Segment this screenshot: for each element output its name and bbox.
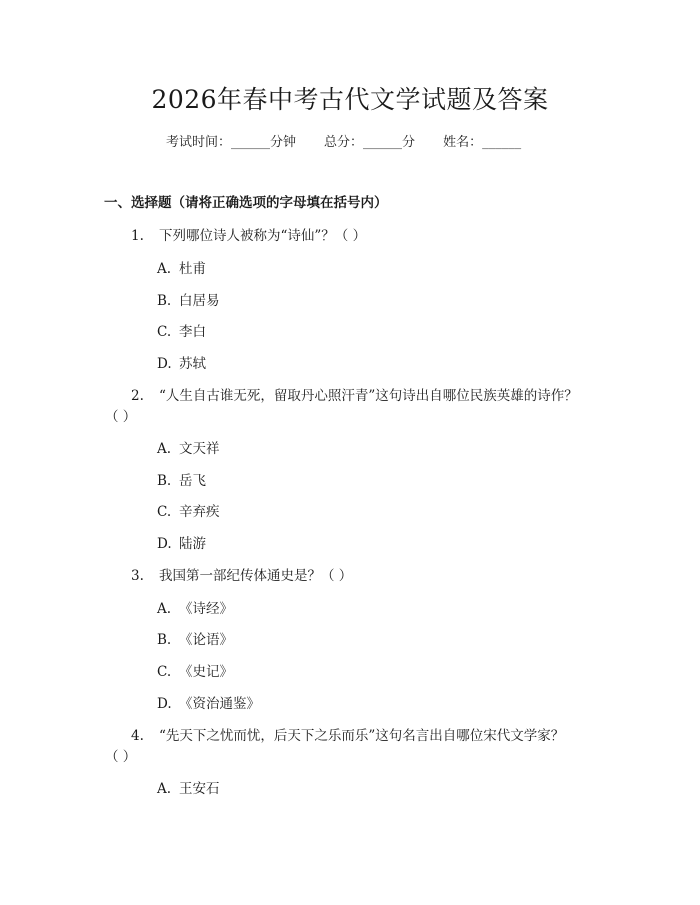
option-3c xyxy=(157,660,233,680)
option-2d xyxy=(157,532,206,552)
option-3d xyxy=(157,692,260,712)
option-letter: A. xyxy=(157,261,172,277)
question-text: “先天下之忧而忧，后天下之乐而乐”这句名言出自哪位宋代文学家？ xyxy=(159,728,565,744)
time-label: 考试时间： xyxy=(166,135,232,150)
option-letter: C. xyxy=(157,324,172,340)
time-unit: 分钟 xyxy=(270,135,297,150)
option-letter: D. xyxy=(157,536,172,552)
option-text: 《论语》 xyxy=(179,632,233,648)
question-number: 1. xyxy=(131,228,144,244)
option-4a xyxy=(157,777,220,797)
option-text: 苏轼 xyxy=(179,356,206,372)
option-letter: D. xyxy=(157,356,172,372)
score-label: 总分： xyxy=(324,135,364,150)
question-3 xyxy=(131,564,352,584)
option-3a xyxy=(157,597,233,617)
option-1a xyxy=(157,257,206,277)
option-letter: B. xyxy=(157,473,172,489)
option-text: 陆游 xyxy=(179,536,206,552)
question-4 xyxy=(131,724,564,744)
question-2-bracket: （ ） xyxy=(105,409,137,425)
option-text: 文天祥 xyxy=(179,441,220,457)
name-label: 姓名： xyxy=(443,135,483,150)
question-text: 下列哪位诗人被称为“诗仙”？（ ） xyxy=(159,228,367,244)
question-4-bracket: （ ） xyxy=(105,749,137,765)
exam-title: 2026年春中考古代文学试题及答案 xyxy=(151,85,549,114)
question-1 xyxy=(131,224,366,244)
option-text: 《史记》 xyxy=(179,664,233,680)
option-1b xyxy=(157,289,220,309)
option-letter: B. xyxy=(157,293,172,309)
option-2c xyxy=(157,500,220,520)
option-text: 李白 xyxy=(179,324,206,340)
option-letter: D. xyxy=(157,696,172,712)
option-text: 王安石 xyxy=(179,781,220,797)
time-blank: ______ xyxy=(231,135,271,150)
section-heading-choice: 一、选择题（请将正确选项的字母填在括号内） xyxy=(104,195,388,211)
option-letter: A. xyxy=(157,781,172,797)
option-letter: C. xyxy=(157,664,172,680)
score-unit: 分 xyxy=(402,135,416,150)
option-text: 《诗经》 xyxy=(179,601,233,617)
question-number: 2. xyxy=(131,388,144,404)
option-2a xyxy=(157,437,220,457)
option-text: 《资治通鉴》 xyxy=(179,696,260,712)
question-text: 我国第一部纪传体通史是？（ ） xyxy=(159,568,353,584)
option-text: 杜甫 xyxy=(179,261,206,277)
option-letter: A. xyxy=(157,441,172,457)
exam-info-line xyxy=(166,131,521,150)
option-1d xyxy=(157,352,206,372)
name-blank: ______ xyxy=(482,135,522,150)
option-2b xyxy=(157,469,206,489)
question-number: 4. xyxy=(131,728,144,744)
option-text: 辛弃疾 xyxy=(179,504,220,520)
question-2 xyxy=(131,384,578,404)
option-letter: B. xyxy=(157,632,172,648)
question-number: 3. xyxy=(131,568,144,584)
score-blank: ______ xyxy=(363,135,403,150)
option-text: 白居易 xyxy=(179,293,220,309)
option-3b xyxy=(157,628,233,648)
option-letter: C. xyxy=(157,504,172,520)
option-letter: A. xyxy=(157,601,172,617)
question-text: “人生自古谁无死，留取丹心照汗青”这句诗出自哪位民族英雄的诗作？ xyxy=(159,388,578,404)
option-text: 岳飞 xyxy=(179,473,206,489)
option-1c xyxy=(157,320,206,340)
